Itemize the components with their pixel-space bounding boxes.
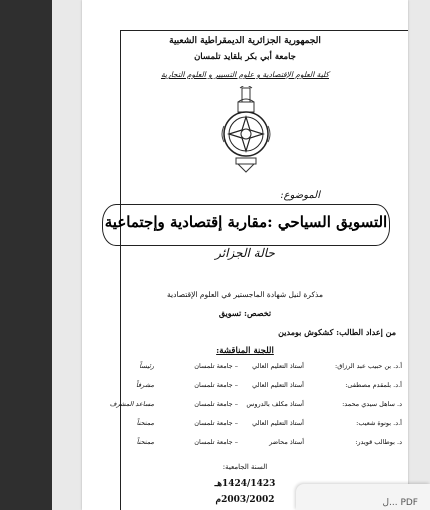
thesis-title: التسويق السياحي :مقاربة إقتصادية وإجتماعية	[104, 213, 388, 231]
member-rank: أستاذ التعليم العالي	[252, 362, 304, 370]
member-university: – جامعة تلمسان	[194, 381, 238, 389]
member-university: – جامعة تلمسان	[194, 400, 238, 408]
member-rank: أستاذ محاضر	[269, 438, 304, 446]
memo-line: مذكرة لنيل شهادة الماجستير في العلوم الإقتصادية	[167, 290, 323, 299]
member-role: ممتحناً	[136, 438, 154, 446]
member-name: أ.د. بونوة شعيب:	[356, 419, 402, 427]
pdf-download-popup[interactable]	[296, 484, 430, 510]
member-name: أ.د. بلمقدم مصطفى:	[345, 381, 402, 389]
member-rank: أستاذ مكلف بالدروس	[246, 400, 304, 408]
member-university: – جامعة تلمسان	[194, 438, 238, 446]
member-role: رئيساً	[139, 362, 154, 370]
student-line: من إعداد الطالب: كشكوش بومدين	[278, 327, 396, 337]
member-university: – جامعة تلمسان	[194, 362, 238, 370]
university-emblem-icon	[220, 86, 272, 176]
member-university: – جامعة تلمسان	[194, 419, 238, 427]
committee-member	[82, 400, 408, 414]
academic-year-label: السنة الجامعية:	[222, 463, 268, 471]
academic-year-gregorian: 2003/2002م	[215, 495, 275, 505]
case-subtitle: حالة الجزائر	[215, 246, 275, 260]
viewer-sidebar	[0, 0, 52, 510]
committee-member	[82, 381, 408, 395]
popup-text[interactable]: PDF ...ل	[382, 498, 418, 508]
subject-label: الموضوع:	[280, 190, 320, 201]
member-rank: أستاذ التعليم العالي	[252, 419, 304, 427]
faculty-heading: كلية العلوم الإقتصادية و علوم التسيير و العلوم التجارية	[160, 70, 330, 79]
document-page	[82, 0, 408, 510]
committee-member	[82, 438, 408, 452]
member-role: مساعد المشرف	[109, 400, 154, 408]
academic-year-hijri: 1424/1423هـ	[214, 479, 276, 489]
member-role: ممتحناً	[136, 419, 154, 427]
committee-member	[82, 419, 408, 433]
university-heading: جامعة أبي بكر بلقايد تلمسان	[194, 52, 296, 62]
republic-heading: الجمهورية الجزائرية الديمقراطية الشعبية	[169, 36, 321, 46]
pdf-canvas[interactable]	[52, 0, 430, 510]
member-name: د. ساهل سيدي محمد:	[342, 400, 402, 408]
committee-heading: اللجنة المناقشة:	[216, 346, 274, 356]
committee-member	[82, 362, 408, 376]
member-rank: أستاذ التعليم العالي	[252, 381, 304, 389]
specialty-line: تخصص: تسويق	[218, 308, 272, 318]
member-role: مشرفاً	[136, 381, 154, 389]
member-name: أ.د. بن حبيب عبد الرزاق:	[335, 362, 402, 370]
member-name: د. بوطالب قويدر:	[355, 438, 402, 446]
title-frame	[102, 204, 390, 246]
